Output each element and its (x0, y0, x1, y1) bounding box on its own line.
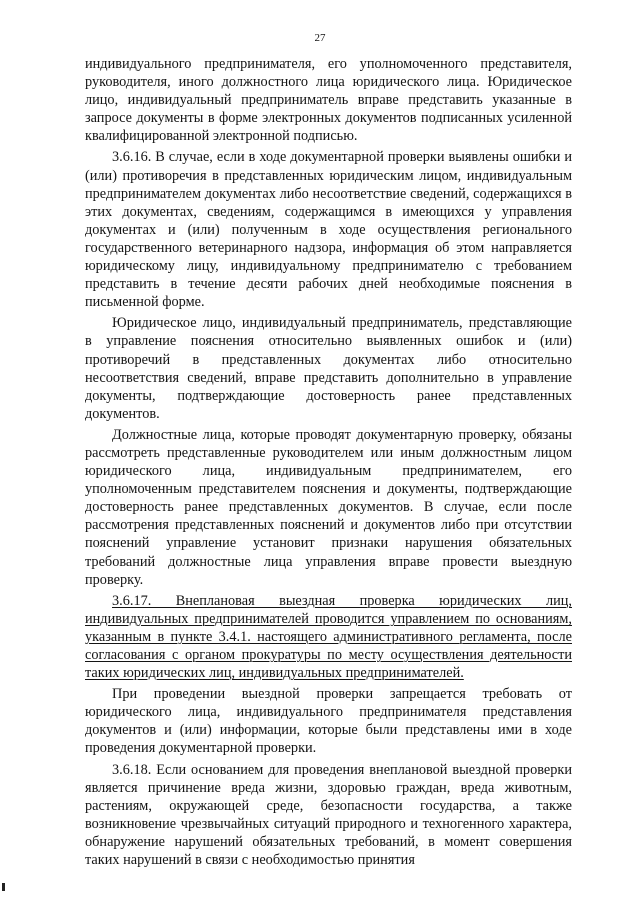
paragraph-3-6-18: 3.6.18. Если основанием для проведения внеплановой выездной проверки является причинение вреда жизни, здоровью граждан, вреда животным, растениям, окружающей среде, безопасности государства, а также возникновение чрезвычайных ситуаций природного и техногенного характера, обнаружение нарушений обязательных требований, в момент совершения таких нарушений в связи с необходимостью принятия (85, 761, 572, 869)
paragraph-3-6-16: 3.6.16. В случае, если в ходе документарной проверки выявлены ошибки и (или) противоречия в представленных юридическим лицом, индивидуальным предпринимателем документах либо несоответствие сведений, содержащихся в этих документах, сведениям, содержащимся в имеющихся у управления документах и (или) полученным в ходе осуществления регионального государственного ветеринарного надзора, информация об этом направляется юридическому лицу, индивидуальному предпринимателю с требованием представить в течение десяти рабочих дней необходимые пояснения в письменной форме. (85, 149, 572, 311)
paragraph-explanations-right: Юридическое лицо, индивидуальный предприниматель, представляющие в управление пояснения относительно выявленных ошибок и (или) противоречий в представленных документах либо относительно несоответствия сведений, вправе представить дополнительно в управление документы, подтверждающие достоверность ранее представленных документов. (85, 315, 572, 422)
paragraph-field-inspection-prohibition: При проведении выездной проверки запрещается требовать от юридического лица, индивидуального предпринимателя представления документов и (или) информации, которые были представлены ими в ходе проведения документарной проверки. (85, 686, 572, 757)
scan-edge-mark (2, 883, 5, 891)
page-number: 27 (314, 32, 326, 44)
document-body (85, 55, 572, 872)
paragraph-3-6-17: 3.6.17. Внеплановая выездная проверка юридических лиц, индивидуальных предпринимателей проводится управлением по основаниям, указанным в пункте 3.4.1. настоящего административного регламента, после согласования с органом прокуратуры по месту осуществления деятельности таких юридических лиц, индивидуальных предпринимателей. (85, 592, 572, 682)
paragraph-continuation: индивидуального предпринимателя, его уполномоченного представителя, руководителя, иного должностного лица юридического лица. Юридическое лицо, индивидуальный предприниматель вправе представить указанные в запросе документы в форме электронных документов подписанных усиленной квалифицированной электронной подписью. (85, 56, 572, 145)
paragraph-officials-duties: Должностные лица, которые проводят документарную проверку, обязаны рассмотреть представленные руководителем или иным должностным лицом юридического лица, индивидуальным предпринимателем, его уполномоченным представителем пояснения и документы, подтверждающие достоверность ранее представленных документов. В случае, если после рассмотрения представленных пояснений и документов либо при отсутствии пояснений управление установит признаки нарушения обязательных требований должностные лица управления вправе провести выездную проверку. (85, 426, 572, 588)
